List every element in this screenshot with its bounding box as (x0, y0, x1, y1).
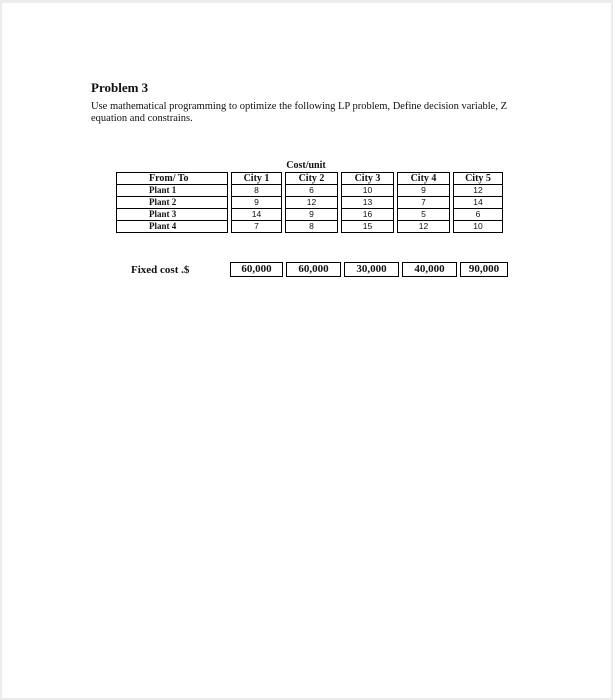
table-caption: Cost/unit (286, 160, 326, 171)
cost-cell: 6 (454, 209, 503, 221)
page-border-top (0, 0, 613, 3)
cost-cell: 8 (232, 185, 282, 197)
cost-cell: 7 (232, 221, 282, 233)
fixed-cost-value: 30,000 (344, 262, 399, 277)
problem-description: Use mathematical programming to optimize the following LP problem, Define decision variable, Z equation and constrains. (91, 101, 507, 124)
row-label: Plant 2 (117, 197, 228, 209)
cost-cell: 10 (454, 221, 503, 233)
cost-cell: 7 (398, 197, 450, 209)
cost-cell: 9 (398, 185, 450, 197)
column-header: City 3 (342, 173, 394, 185)
fixed-cost-value: 60,000 (286, 262, 341, 277)
table-row (117, 197, 503, 209)
fixed-cost-value: 60,000 (230, 262, 283, 277)
table-row (117, 185, 503, 197)
cost-cell: 9 (232, 197, 282, 209)
cost-cell: 5 (398, 209, 450, 221)
cost-cell: 16 (342, 209, 394, 221)
cost-cell: 12 (454, 185, 503, 197)
fixed-cost-value: 90,000 (460, 262, 508, 277)
row-label: Plant 3 (117, 209, 228, 221)
row-label: Plant 4 (117, 221, 228, 233)
column-header: City 5 (454, 173, 503, 185)
fixed-cost-value: 40,000 (402, 262, 457, 277)
cost-cell: 12 (398, 221, 450, 233)
cost-cell: 14 (232, 209, 282, 221)
column-header: City 2 (286, 173, 338, 185)
page-border-left (0, 0, 2, 700)
fixed-cost-label: Fixed cost .$ (131, 264, 190, 276)
table-row (117, 209, 503, 221)
cost-cell: 8 (286, 221, 338, 233)
cost-cell: 13 (342, 197, 394, 209)
column-header: City 1 (232, 173, 282, 185)
table-header-row (117, 173, 503, 185)
cost-cell: 9 (286, 209, 338, 221)
problem-title: Problem 3 (91, 80, 149, 95)
cost-cell: 15 (342, 221, 394, 233)
row-label: Plant 1 (117, 185, 228, 197)
cost-cell: 10 (342, 185, 394, 197)
cost-table (116, 172, 503, 233)
cost-cell: 6 (286, 185, 338, 197)
corner-header: From/ To (117, 173, 228, 185)
table-row (117, 221, 503, 233)
column-header: City 4 (398, 173, 450, 185)
cost-cell: 12 (286, 197, 338, 209)
cost-cell: 14 (454, 197, 503, 209)
